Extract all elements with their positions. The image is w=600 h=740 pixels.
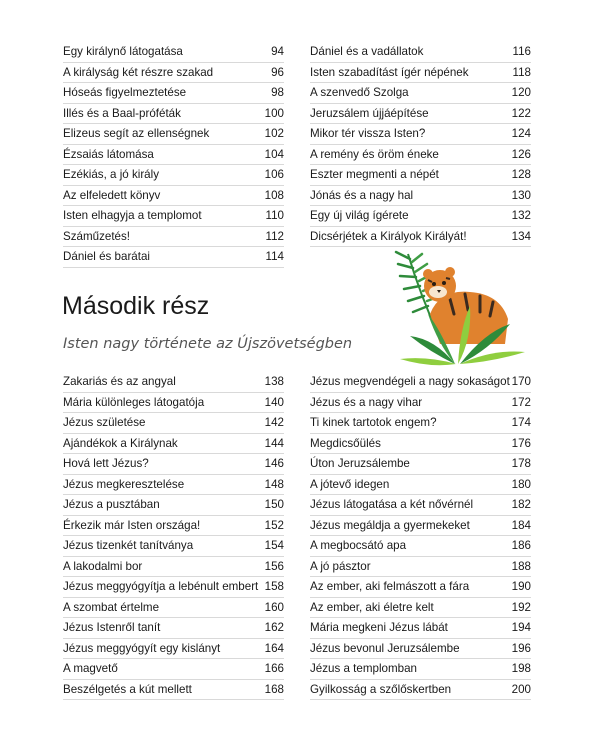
toc-entry-title: A királyság két részre szakad — [63, 65, 214, 79]
toc-entry-page-number: 118 — [512, 65, 531, 79]
toc-entry-page-number: 172 — [511, 395, 531, 409]
toc-entry-title: A szenvedő Szolga — [310, 86, 409, 100]
toc-entry-title: Mária különleges látogatója — [63, 395, 205, 409]
toc-entry — [310, 165, 531, 186]
toc-entry-title: Ézsaiás látomása — [63, 147, 154, 161]
toc-entry — [63, 680, 284, 701]
toc-entry — [63, 598, 284, 619]
toc-entry — [63, 413, 284, 434]
toc-entry — [63, 83, 284, 104]
toc-entry — [63, 247, 284, 268]
toc-entry-page-number: 110 — [265, 209, 284, 223]
toc-entry-title: Elizeus segít az ellenségnek — [63, 127, 210, 141]
toc-entry — [310, 639, 531, 660]
toc-entry — [63, 434, 284, 455]
toc-entry-page-number: 166 — [264, 662, 284, 676]
toc-entry — [310, 680, 531, 701]
toc-entry — [310, 124, 531, 145]
toc-entry-page-number: 108 — [264, 188, 284, 202]
toc-entry — [310, 372, 531, 393]
toc-entry-page-number: 194 — [511, 621, 531, 635]
toc-entry — [310, 413, 531, 434]
toc-entry-page-number: 156 — [264, 559, 284, 573]
toc-entry-title: Az ember, aki életre kelt — [310, 600, 434, 614]
toc-entry — [63, 659, 284, 680]
toc-entry-page-number: 144 — [264, 436, 284, 450]
toc-entry-page-number: 176 — [511, 436, 531, 450]
toc-entry — [310, 186, 531, 207]
toc-entry-page-number: 152 — [264, 518, 284, 532]
toc-entry — [63, 393, 284, 414]
toc-entry — [310, 598, 531, 619]
toc-entry-title: Jónás és a nagy hal — [310, 188, 414, 202]
toc-entry-title: Úton Jeruzsálembe — [310, 457, 410, 471]
toc-entry — [310, 536, 531, 557]
toc-entry-title: Ezékiás, a jó király — [63, 168, 160, 182]
toc-entry-title: A remény és öröm éneke — [310, 147, 439, 161]
toc-entry — [310, 557, 531, 578]
toc-entry-page-number: 190 — [511, 580, 531, 594]
toc-entry-title: Jézus meggyógyít egy kislányt — [63, 641, 221, 655]
toc-entry — [310, 434, 531, 455]
toc-entry — [63, 165, 284, 186]
toc-entry — [63, 516, 284, 537]
toc-entry — [310, 42, 531, 63]
toc-entry — [63, 639, 284, 660]
toc-entry-page-number: 164 — [264, 641, 284, 655]
toc-entry-title: Hová lett Jézus? — [63, 457, 149, 471]
toc-entry-page-number: 106 — [264, 168, 284, 182]
toc-entry — [63, 495, 284, 516]
toc-entry-title: Az ember, aki felmászott a fára — [310, 580, 470, 594]
toc-entry — [63, 206, 284, 227]
toc-entry-title: Mikor tér vissza Isten? — [310, 127, 426, 141]
toc-entry — [63, 104, 284, 125]
toc-entry — [63, 536, 284, 557]
toc-entry-title: Jézus születése — [63, 416, 146, 430]
toc-entry-title: Zakariás és az angyal — [63, 375, 176, 389]
toc-entry — [310, 577, 531, 598]
toc-entry-title: Megdicsőülés — [310, 436, 381, 450]
toc-entry-title: Jézus megvendégeli a nagy sokaságot — [310, 375, 510, 389]
toc-entry-page-number: 124 — [511, 127, 531, 141]
toc-entry-page-number: 116 — [512, 45, 531, 59]
toc-entry-page-number: 188 — [511, 559, 531, 573]
toc-entry-page-number: 122 — [511, 106, 531, 120]
toc-column-part2-right — [310, 372, 531, 700]
toc-entry-page-number: 126 — [511, 147, 531, 161]
toc-entry-title: Isten elhagyja a templomot — [63, 209, 202, 223]
toc-entry-page-number: 162 — [264, 621, 284, 635]
toc-entry-title: Jézus és a nagy vihar — [310, 395, 423, 409]
toc-entry-title: Dicsérjétek a Királyok Királyát! — [310, 229, 467, 243]
toc-entry-title: Jézus Istenről tanít — [63, 621, 161, 635]
toc-entry-title: Mária megkeni Jézus lábát — [310, 621, 448, 635]
toc-entry-page-number: 140 — [264, 395, 284, 409]
toc-entry-title: Jézus látogatása a két nővérnél — [310, 498, 474, 512]
toc-entry — [63, 145, 284, 166]
toc-entry-title: Jézus bevonul Jeruzsálembe — [310, 641, 460, 655]
toc-entry-title: Eszter megmenti a népét — [310, 168, 439, 182]
toc-entry — [63, 475, 284, 496]
section-title: Második rész — [62, 292, 210, 320]
toc-entry-page-number: 196 — [511, 641, 531, 655]
toc-entry — [310, 454, 531, 475]
toc-entry-title: Jézus meggyógyítja a lebénult embert — [63, 580, 259, 594]
toc-entry-title: A magvető — [63, 662, 118, 676]
toc-entry-page-number: 182 — [511, 498, 531, 512]
toc-entry-page-number: 160 — [264, 600, 284, 614]
toc-entry-title: Jézus a pusztában — [63, 498, 160, 512]
toc-entry-title: Jézus megáldja a gyermekeket — [310, 518, 470, 532]
toc-entry — [310, 475, 531, 496]
toc-entry — [310, 206, 531, 227]
toc-entry-page-number: 96 — [271, 65, 284, 79]
toc-entry-page-number: 186 — [511, 539, 531, 553]
toc-entry-title: Jézus a templomban — [310, 662, 417, 676]
toc-entry-page-number: 130 — [511, 188, 531, 202]
toc-entry — [63, 557, 284, 578]
toc-entry — [310, 145, 531, 166]
toc-entry-title: Jézus tizenkét tanítványa — [63, 539, 194, 553]
toc-entry-page-number: 98 — [271, 86, 284, 100]
toc-entry-page-number: 178 — [511, 457, 531, 471]
toc-entry-title: A megbocsátó apa — [310, 539, 407, 553]
toc-entry — [63, 454, 284, 475]
toc-entry — [310, 393, 531, 414]
toc-entry-page-number: 102 — [264, 127, 284, 141]
toc-entry — [310, 104, 531, 125]
toc-entry-page-number: 128 — [511, 168, 531, 182]
toc-entry-page-number: 114 — [265, 250, 284, 264]
toc-entry-title: A jó pásztor — [310, 559, 371, 573]
toc-entry — [310, 516, 531, 537]
toc-entry — [310, 83, 531, 104]
toc-entry-page-number: 168 — [264, 682, 284, 696]
toc-entry-page-number: 192 — [511, 600, 531, 614]
toc-entry-page-number: 180 — [511, 477, 531, 491]
toc-entry-title: Beszélgetés a kút mellett — [63, 682, 192, 696]
toc-entry-page-number: 132 — [511, 209, 531, 223]
toc-column-part2-left — [63, 372, 284, 700]
toc-entry-title: Egy új világ ígérete — [310, 209, 409, 223]
toc-entry-page-number: 94 — [271, 45, 284, 59]
toc-entry-page-number: 120 — [511, 86, 531, 100]
toc-entry — [63, 186, 284, 207]
toc-entry-page-number: 134 — [511, 229, 531, 243]
toc-entry-page-number: 104 — [264, 147, 284, 161]
toc-entry-page-number: 146 — [264, 457, 284, 471]
toc-entry-page-number: 150 — [264, 498, 284, 512]
toc-entry-title: Jézus megkeresztelése — [63, 477, 185, 491]
toc-entry — [310, 63, 531, 84]
toc-entry-title: Ti kinek tartotok engem? — [310, 416, 437, 430]
toc-entry-title: Illés és a Baal-próféták — [63, 106, 181, 120]
toc-entry — [310, 495, 531, 516]
toc-entry-title: A jótevő idegen — [310, 477, 390, 491]
toc-entry-page-number: 112 — [265, 229, 284, 243]
toc-column-part1-right — [310, 42, 531, 247]
toc-entry — [63, 42, 284, 63]
toc-entry-page-number: 148 — [264, 477, 284, 491]
toc-entry-page-number: 100 — [264, 106, 284, 120]
toc-entry-title: A szombat értelme — [63, 600, 160, 614]
toc-entry-title: Érkezik már Isten országa! — [63, 518, 201, 532]
toc-entry — [63, 577, 284, 598]
section-subtitle: Isten nagy története az Újszövetségben — [63, 336, 353, 352]
toc-entry-title: Az elfeledett könyv — [63, 188, 161, 202]
toc-entry — [63, 618, 284, 639]
toc-entry-page-number: 184 — [511, 518, 531, 532]
toc-entry-page-number: 198 — [511, 662, 531, 676]
toc-entry-page-number: 170 — [511, 375, 531, 389]
toc-entry-title: Dániel és barátai — [63, 250, 151, 264]
toc-entry — [63, 124, 284, 145]
toc-entry-title: Hóseás figyelmeztetése — [63, 86, 187, 100]
toc-entry-title: Isten szabadítást ígér népének — [310, 65, 469, 79]
toc-entry-title: Ajándékok a Királynak — [63, 436, 178, 450]
tiger-illustration — [380, 244, 530, 369]
toc-entry-title: Száműzetés! — [63, 229, 131, 243]
toc-entry-title: Egy királynő látogatása — [63, 45, 183, 59]
toc-entry — [310, 659, 531, 680]
toc-entry-page-number: 154 — [264, 539, 284, 553]
toc-entry — [63, 227, 284, 248]
toc-entry — [310, 618, 531, 639]
toc-entry-page-number: 142 — [264, 416, 284, 430]
toc-entry-page-number: 200 — [511, 682, 531, 696]
toc-entry-title: Dániel és a vadállatok — [310, 45, 424, 59]
toc-entry — [63, 372, 284, 393]
toc-entry-page-number: 174 — [511, 416, 531, 430]
toc-entry — [63, 63, 284, 84]
toc-entry-page-number: 138 — [264, 375, 284, 389]
toc-entry-page-number: 158 — [264, 580, 284, 594]
toc-column-part1-left — [63, 42, 284, 268]
toc-entry-title: A lakodalmi bor — [63, 559, 143, 573]
toc-entry-title: Jeruzsálem újjáépítése — [310, 106, 429, 120]
toc-entry-title: Gyilkosság a szőlőskertben — [310, 682, 452, 696]
